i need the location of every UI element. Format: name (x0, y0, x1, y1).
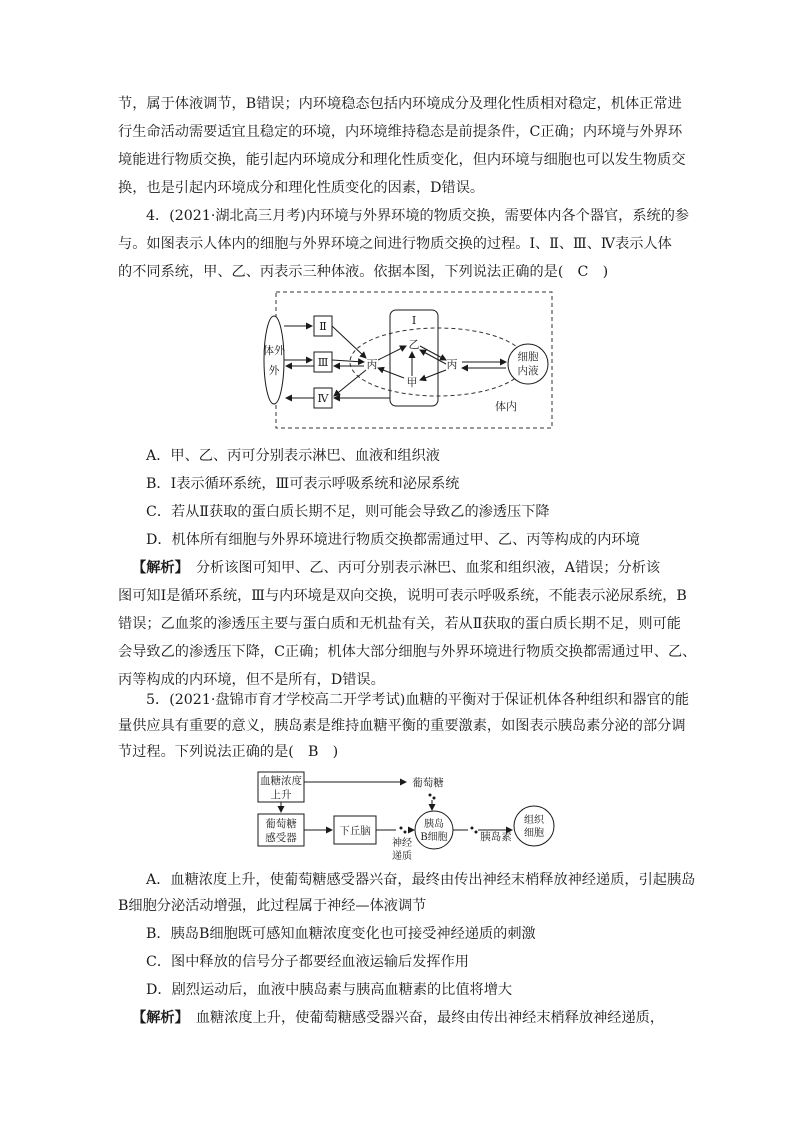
cell-fluid-label-2: 内液 (517, 365, 539, 377)
glucose-label: 葡萄糖 (412, 777, 444, 789)
insulin-regulation-diagram (256, 770, 566, 862)
question-4-stem: 的不同系统，甲、乙、丙表示三种体液。依据本图，下列说法正确的是( C ) (118, 264, 609, 280)
option-c: C．若从Ⅱ获取的蛋白质长期不足，则可能会导致乙的渗透压下降 (146, 504, 550, 520)
system-2-label: Ⅱ (319, 320, 327, 333)
question-5-stem: 节过程。下列说法正确的是( B ) (118, 744, 339, 760)
fluid-bing-left: 丙 (366, 358, 378, 371)
outside-label: 体外 (263, 344, 285, 357)
text-line: 境能进行物质交换，能引起内环境成分和理化性质变化，但内环境与细胞也可以发生物质交 (118, 152, 686, 168)
text-line: 节，属于体液调节，B错误；内环境稳态包括内环境成分及理化性质相对稳定，机体正常进 (118, 96, 682, 112)
glucose-receptor-label-2: 感受器 (265, 832, 297, 844)
option-d: D．剧烈运动后，血液中胰岛素与胰高血糖素的比值将增大 (146, 982, 513, 998)
option-b: B．Ⅰ表示循环系统，Ⅲ可表示呼吸系统和泌尿系统 (146, 476, 460, 492)
question-4-stem: 4．(2021·湖北高三月考)内环境与外界环境的物质交换，需要体内各个器官，系统的参 (146, 208, 690, 224)
outside-label-2: 外 (268, 364, 280, 377)
option-b: B．胰岛B细胞既可感知血糖浓度变化也可接受神经递质的刺激 (146, 926, 536, 942)
fluid-jia: 甲 (406, 376, 418, 389)
system-3-label: Ⅲ (317, 356, 329, 369)
glucose-receptor-label: 葡萄糖 (265, 818, 297, 830)
option-a: A．甲、乙、丙可分别表示淋巴、血液和组织液 (146, 448, 440, 464)
question-5-stem: 量供应具有重要的意义，胰岛素是维持血糖平衡的重要激素，如图表示胰岛素分泌的部分调 (118, 718, 686, 734)
neurotransmitter-label: 神经 (392, 838, 412, 849)
option-a: A．血糖浓度上升，使葡萄糖感受器兴奋，最终由传出神经末梢释放神经递质，引起胰岛 (146, 872, 696, 888)
question-4-stem: 与。如图表示人体内的细胞与外界环境之间进行物质交换的过程。Ⅰ、Ⅱ、Ⅲ、Ⅳ表示人体 (118, 236, 672, 252)
blood-sugar-label: 血糖浓度 (260, 775, 302, 787)
text-line: 行生命活动需要适宜且稳定的环境，内环境维持稳态是前提条件，C正确；内环境与外界环 (118, 124, 683, 140)
tissue-label: 组织 (524, 815, 544, 826)
fluid-bing-right: 丙 (446, 358, 458, 371)
analysis-label: 【解析】 血糖浓度上升，使葡萄糖感受器兴奋，最终由传出神经末梢释放神经递质， (132, 1010, 665, 1026)
analysis-line: 图可知Ⅰ是循环系统，Ⅲ与内环境是双向交换，说明可表示呼吸系统，不能表示泌尿系统，B (118, 588, 687, 604)
tissue-label-2: 细胞 (524, 828, 544, 839)
hypothalamus-label: 下丘脑 (339, 825, 371, 837)
text-line: 换，也是引起内环境成分和理化性质变化的因素，D错误。 (118, 180, 485, 196)
analysis-line: 丙等构成的内环境，但不是所有，D错误。 (118, 672, 385, 688)
analysis-label: 【解析】 分析该图可知甲、乙、丙可分别表示淋巴、血浆和组织液，A错误；分析该 (132, 560, 661, 576)
question-5-stem: 5．(2021·盘锦市育才学校高二开学考试)血糖的平衡对于保证机体各种组织和器官的能 (146, 692, 690, 708)
insulin-label: 胰岛素 (480, 831, 512, 843)
option-a-cont: B细胞分泌活动增强，此过程属于神经—体液调节 (118, 898, 427, 914)
body-exchange-diagram (262, 290, 556, 432)
outside-ellipse (264, 316, 284, 404)
tissue-cell (514, 806, 554, 846)
option-c: C．图中释放的信号分子都要经血液运输后发挥作用 (146, 954, 469, 970)
cell-fluid-label: 细胞 (517, 351, 539, 363)
system-1-label: Ⅰ (411, 314, 417, 327)
neurotransmitter-label-2: 递质 (392, 851, 412, 862)
analysis-line: 会导致乙的渗透压下降，C正确；机体大部分细胞与外界环境进行物质交换都需通过甲、乙、 (118, 644, 697, 660)
islet-label-2: B细胞 (420, 832, 448, 843)
blood-sugar-label-2: 上升 (270, 789, 292, 801)
cell-fluid-circle (508, 344, 548, 384)
system-4-label: Ⅳ (317, 392, 329, 405)
option-d: D．机体所有细胞与外界环境进行物质交换都需通过甲、乙、丙等构成的内环境 (146, 532, 640, 548)
islet-b-cell (415, 811, 453, 849)
fluid-yi: 乙 (408, 338, 420, 351)
analysis-line: 错误；乙血浆的渗透压主要与蛋白质和无机盐有关，若从Ⅱ获取的蛋白质长期不足，则可能 (118, 616, 681, 632)
islet-label: 胰岛 (424, 819, 444, 830)
inside-label: 体内 (495, 400, 517, 413)
